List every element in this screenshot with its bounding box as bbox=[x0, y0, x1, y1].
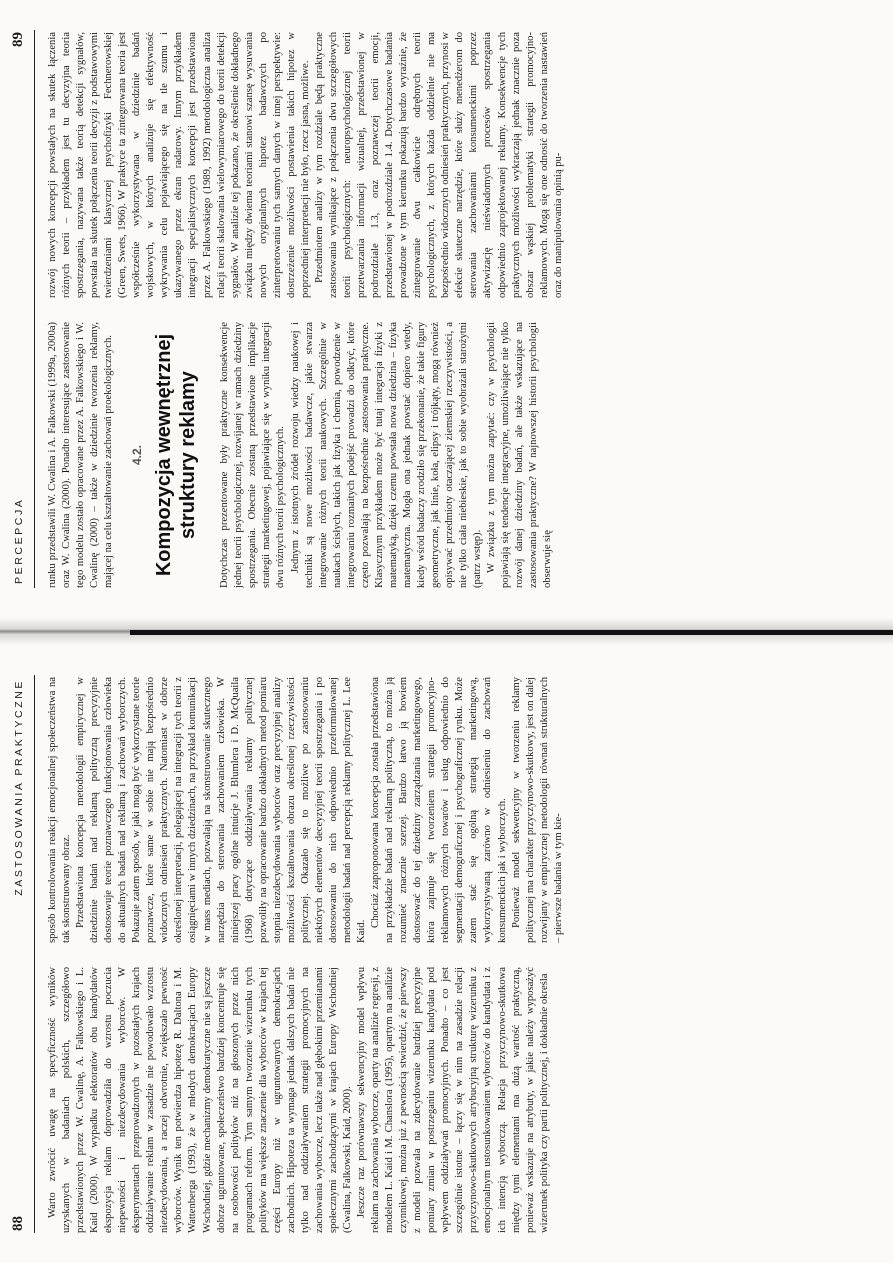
right-page-number: 89 bbox=[10, 32, 26, 47]
section-number: 4.2. bbox=[130, 445, 145, 466]
left-page-header bbox=[10, 675, 35, 1233]
paragraph: Ponieważ model sekwencyjny w tworzeniu reklamy politycznej ma charakter przyczynowo-skutkowy, jest on dalej rozwijany w empirycznej metodologii równań strukturalnych – pierwsze badania w tym kie- bbox=[510, 677, 564, 943]
section-title: Kompozycja wewnętrznej struktury reklamy bbox=[153, 333, 200, 577]
left-page-number: 88 bbox=[10, 1216, 26, 1231]
paragraph: Dotychczas prezentowane były praktyczne konsekwencje jednej teorii psychologicznej, rozwijanej w ramach dziedziny spostrzegania. Obecnie zostaną przedstawione implikacje strategii marketingowej, pojawiające się w wyniku integracji dwu różnych teorii psychologicznych. bbox=[219, 322, 287, 588]
paragraph: runku przedstawili W. Cwalina i A. Falkowski (1999a, 2000a) oraz W. Cwalina (2000). Ponadto interesujące zastosowanie tego modelu zostało opracowane przez A. Falkowskiego i W. Cwalinę (2000) – także w dziedzinie tworzenia reklamy, mającej na celu kształtowanie zachowań proekologicznych. bbox=[47, 322, 115, 588]
right-column-2 bbox=[46, 32, 866, 298]
paragraph: W związku z tym można zapytać: czy w psychologii pojawiają się tendencje integracyjne, umożliwiające nie tylko rozwój danej dziedziny badań, ale także wskazujące na zastosowania praktyczne? W najnowszej historii psychologii obserwuje się bbox=[486, 322, 554, 588]
left-running-head: ZASTOSOWANIA PRAKTYCZNE bbox=[13, 679, 25, 896]
paragraph: Jednym z istotnych źródeł rozwoju wiedzy naukowej i techniki są nowe możliwości badawcze, jakie stwarza integrowanie różnych teorii naukowych. Szczególnie w naukach ścisłych, takich jak fizyka i chemia, powodzenie w integrowaniu rozmaitych podejść prowadzi do odkryć, które często pozwalają na bezpośrednie zastosowania praktyczne. Klasycznym przykładem może być tutaj integracja fizyki z matematyką, dzięki czemu powstała nowa dziedzina – fizyka matematyczna. Mogła ona jednak powstać dopiero wtedy, kiedy wśród badaczy zrodziło się przekonanie, że takie figury geometryczne, jak linie, koła, elipsy i trójkąty, mogą również opisywać przedmioty otaczającej ziemskiej rzeczywistości, a nie tylko ciała niebieskie, jak to sobie wyobrażali starożytni (patrz wstęp). bbox=[289, 322, 484, 588]
section-heading bbox=[130, 322, 200, 588]
paragraph: sposób kontrolowania reakcji emocjonalnej społeczeństwa na tak skonstruowany obraz. bbox=[47, 677, 73, 943]
right-running-head: PERCEPCJA bbox=[13, 497, 25, 584]
gutter-shadow bbox=[130, 630, 893, 635]
right-page bbox=[0, 0, 893, 618]
paragraph: Jeszcze raz porównawszy sekwencyjny model wpływu reklam na zachowania wyborcze, oparty na analizie regresji, z modelem L. Kaid i M. Chanslora (1995), opartym na analizie czynnikowej, można już z pewnością stwierdzić, że pierwszy z modeli pozwala na zdecydowanie bardziej precyzyjne pomiary zmian w postrzeganiu wizerunku kandydata pod wpływem oddziaływań promocyjnych. Ponadto – co jest szczególnie istotne – łączy się w nim na zasadzie relacji przyczynowo-skutkowych atrybucyjną strukturę wizerunku z emocjonalnym ustosunkowaniem wyborców do kandydata i z ich intencją wyborczą. Relacja przyczynowo-skutkowa między tymi elementami ma dużą wartość praktyczną, ponieważ wskazuje na atrybuty, w jakie należy wyposażyć wizerunek polityka czy partii politycznej, i dokładnie określa bbox=[356, 967, 550, 1233]
paragraph: Chociaż zaproponowana koncepcja została przedstawiona na przykładzie badań nad reklamą polityczną, to można ją rozumieć znacznie szerzej. Bardzo łatwo ją bowiem dostosować do tej dziedziny zarządzania marketingowego, która zajmuje się tworzeniem strategii promocyjno-reklamowych różnych towarów i usług odpowiednio do segmentacji demograficznej i psychograficznej rynku. Może zatem stać się ogólną strategią marketingową, wykorzystywaną zarówno w odniesieniu do zachowań konsumenckich jak i wyborczych. bbox=[370, 677, 508, 943]
paragraph: Przedmiotem analizy w tym rozdziale będą praktyczne zastosowania wynikające z połączenia dwu szczegółowych teorii psychologicznych: neuropsychologicznej teorii przetwarzania informacji wizualnej, przedstawionej w podrozdziale 1.3, oraz poznawczej teorii emocji, przedstawionej w podrozdziale 1.4. Dotychczasowe badania prowadzone w tym kierunku pokazują bardzo wyraźnie, że zintegrowanie dwu całkowicie odrębnych teorii psychologicznych, z których każda oddzielnie nie ma bezpośrednio widocznych odniesień praktycznych, przynosi w efekcie skuteczne narzędzie, które służy menedżerom do sterowania zachowaniami konsumenckimi poprzez aktywizację nieświadomych procesów spostrzegania odpowiednio zaprojektowanej reklamy. Konsekwencje tych praktycznych możliwości wykraczają jednak znacznie poza obszar wąskiej problematyki strategii promocyjno-reklamowych. Mogą się one odnosić do tworzenia nastawień oraz do manipulowania opinią pu- bbox=[313, 32, 564, 298]
paragraph: rozwój nowych koncepcji powstałych na skutek łączenia różnych teorii – przykładem jest tu decyzyjna teoria spostrzegania, nazywana także teorią detekcji sygnałów, powstała na skutek połączenia teorii decyzji z podstawowymi twierdzeniami klasycznej psychofizyki Fechnerowskiej (Green, Swets, 1966). W praktyce ta zintegrowana teoria jest współcześnie wykorzystywana w dziedzinie badań wojskowych, w których analizuje się efektywność wykrywania celu pojawiającego się na tle szumu i ukazywanego przez ekran radarowy. Innym przykładem integracji specjalistycznych koncepcji jest przedstawiona przez A. Falkowskiego (1989, 1992) metodologiczna analiza relacji teorii skalowania wielowymiarowego do teorii detekcji sygnałów. W analizie tej pokazano, że określenie dokładnego związku między dwiema teoriami stanowi szansę wysuwania nowych oryginalnych hipotez badawczych po zinterpretowaniu tych samych danych w innej perspektywie: dostrzeżenie możliwości postawienia takich hipotez w poprzedniej interpretacji nie było, rzecz jasna, możliwe. bbox=[47, 32, 311, 298]
paragraph: Warto zwrócić uwagę na specyficzność wyników uzyskanych w badaniach polskich, szczegółowo przedstawionych przez W. Cwalinę, A. Falkowskiego i L. Kaid (2000). W wypadku elektoratów obu kandydatów ekspozycja reklam doprowadziła do wzrostu poczucia niepewności i niezdecydowania wyborców. W eksperymentach przeprowadzonych w pozostałych krajach oddziaływanie reklam w zasadzie nie powodowało wzrostu niezdecydowania, a raczej odwrotnie, zwiększało pewność wyborców. Wynik ten potwierdza hipotezę R. Daltona i M. Wattenberga (1993), że w młodych demokracjach Europy Wschodniej, gdzie mechanizmy demokratyczne nie są jeszcze dobrze ugruntowane, społeczeństwo bardziej koncentruje się na osobowości polityków niż na głoszonych przez nich programach reform. Tym samym tworzenie wizerunku tych polityków ma większe znaczenie dla wyborców w krajach tej części Europy niż w ugruntowanych demokracjach zachodnich. Hipoteza ta wymaga jednak dalszych badań nie tylko nad oddziaływaniem strategii promocyjnych na zachowania wyborcze, lecz także nad głębokimi przemianami społecznymi zachodzącymi w krajach Europy Wschodniej (Cwalina, Falkowski, Kaid, 2000). bbox=[47, 967, 353, 1233]
left-column-1 bbox=[46, 967, 866, 1233]
left-page bbox=[0, 645, 893, 1263]
left-column-2 bbox=[46, 677, 866, 943]
right-page-header bbox=[10, 30, 35, 588]
paragraph: Przedstawiona koncepcja metodologii empirycznej w dziedzinie badań nad reklamą polityczną precyzyjnie dostosowuje teorie poznawczego funkcjonowania człowieka do aktualnych badań nad reklamą i zachowań wyborczych. Pokazuje zatem sposób, w jaki mogą być wykorzystane teorie poznawcze, które same w sobie nie mają bezpośrednio widocznych odniesień praktycznych. Natomiast w dobrze określonej interpretacji, polegającej na integracji tych teorii z osiągnięciami w innych dziedzinach, na przykład komunikacji w mass mediach, pozwalają na skonstruowanie skutecznego narzędzia do sterowania zachowaniem człowieka. W niniejszej pracy ogólne intuicje J. Blumlera i D. McQuaila (1968) dotyczące oddziaływania reklamy politycznej pozwoliły na opracowanie bardzo dokładnych metod pomiaru stopnia niezdecydowania wyborców oraz precyzyjnej analizy możliwości kształtowania obrazu określonej rzeczywistości politycznej. Okazało się to możliwe po zastosowaniu niektórych elementów deceyzyjnej teorii spostrzegania i po dostosowaniu do nich odpowiednio przeformułowanej metodologii badań nad percepcją reklamy politycznej L. Lee Kaid. bbox=[75, 677, 368, 943]
right-column-1 bbox=[46, 322, 866, 588]
